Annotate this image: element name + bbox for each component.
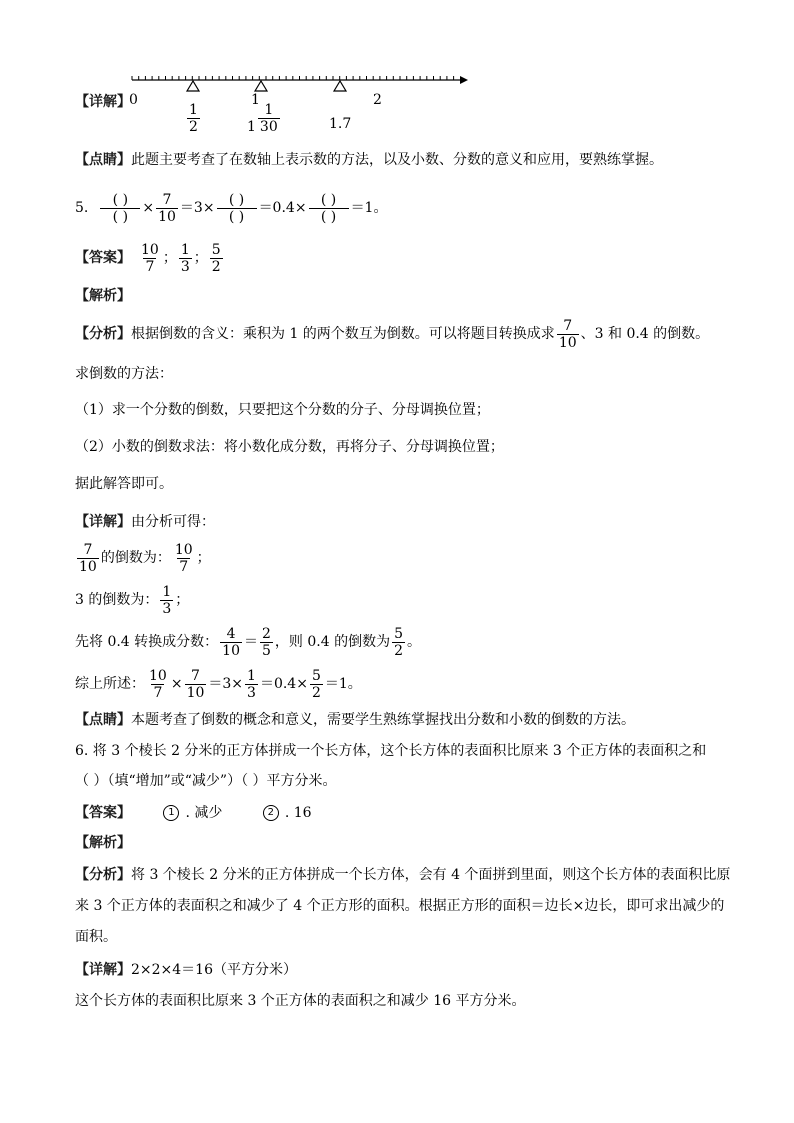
- method-item-1: （1）求一个分数的倒数，只要把这个分数的分子、分母调换位置；: [75, 402, 490, 418]
- circled-number-2: 2: [263, 805, 279, 821]
- xiangjie-5: 【详解】由分析可得：: [75, 514, 215, 530]
- circled-number-1: 1: [163, 805, 179, 821]
- method-title: 求倒数的方法：: [75, 366, 173, 382]
- fenxi-6-line-3: 面积。: [75, 929, 117, 945]
- fenxi-6-line-2: 来 3 个正方体的表面积之和减少了 4 个正方形的面积。根据正方形的面积＝边长×边长，即可求出减少的: [75, 898, 725, 914]
- detail-line-2: 3 的倒数为： $\frac{1}{3}$ ；: [75, 583, 190, 617]
- fenxi-5: 【分析】 根据倒数的含义：乘积为 1 的两个数互为倒数。可以将题目转换成求 $\frac{7}{10}$ 、3 和 0.4 的倒数。: [75, 317, 710, 351]
- label-zero: 0: [129, 92, 138, 108]
- jiexi-5: 【解析】: [75, 288, 131, 304]
- detail-tag: 【详解】: [75, 94, 131, 110]
- detail-line-1: $\frac{7}{10}$ 的倒数为： $\frac{10}{7}$ ；: [79, 541, 211, 575]
- question-6-line-1: 6. 将 3 个棱长 2 分米的正方体拼成一个长方体，这个长方体的表面积比原来 3 个正方体的表面积之和: [75, 743, 707, 759]
- fenxi-6-line-1: 【分析】将 3 个棱长 2 分米的正方体拼成一个长方体，会有 4 个面拼到里面，则这个长方体的表面积比原: [75, 867, 731, 883]
- label-two: 2: [373, 92, 382, 108]
- answer-6: 【答案】 1 . 减少 2 . 16: [75, 805, 312, 821]
- triangle-marker-half: [187, 81, 199, 91]
- number-line-figure: [75, 68, 475, 140]
- xiangjie-6: 【详解】2×2×4＝16（平方分米）: [75, 962, 297, 978]
- dianjing-1: 【点睛】此题主要考查了在数轴上表示数的方法，以及小数、分数的意义和应用，要熟练掌握。: [75, 152, 663, 168]
- detail-line-4: 综上所述： $\frac{10}{7}$ × $\frac{7}{10}$ ＝3× $\frac{1}{3}$ ＝0.4× $\frac{5}{2}$ ＝1。: [75, 667, 362, 701]
- answer-5: 【答案】 $\frac{10}{7}$ ； $\frac{1}{3}$ ； $\frac{5}{2}$: [75, 241, 221, 275]
- jiexi-6: 【解析】: [75, 835, 131, 851]
- label-half: $\frac{1}{2}$: [189, 102, 198, 135]
- dianjing-5: 【点睛】本题考查了倒数的概念和意义，需要学生熟练掌握找出分数和小数的倒数的方法。: [75, 712, 635, 728]
- label-mixed-number: 1 $\frac{1}{30}$: [247, 102, 278, 135]
- question-6-line-2: （ ）（填“增加”或“减少”）（ ）平方分米。: [75, 773, 337, 789]
- xiangjie-6-conclusion: 这个长方体的表面积比原来 3 个正方体的表面积之和减少 16 平方分米。: [75, 993, 526, 1009]
- question-5: 5. $\frac{( )}{( )}$ × $\frac{7}{10}$ ＝3× $\frac{( )}{( )}$ ＝0.4× $\frac{( )}{( )}$ ＝1。: [75, 191, 388, 225]
- triangle-marker-17: [334, 81, 346, 91]
- label-top-one: 1: [251, 92, 260, 108]
- method-item-2: （2）小数的倒数求法：将小数化成分数，再将分子、分母调换位置；: [75, 439, 504, 455]
- detail-line-3: 先将 0.4 转换成分数： $\frac{4}{10}$ ＝ $\frac{2}{5}$ ，则 0.4 的倒数为 $\frac{5}{2}$ 。: [75, 625, 422, 659]
- method-end: 据此解答即可。: [75, 476, 173, 492]
- label-1-7: 1.7: [329, 116, 352, 132]
